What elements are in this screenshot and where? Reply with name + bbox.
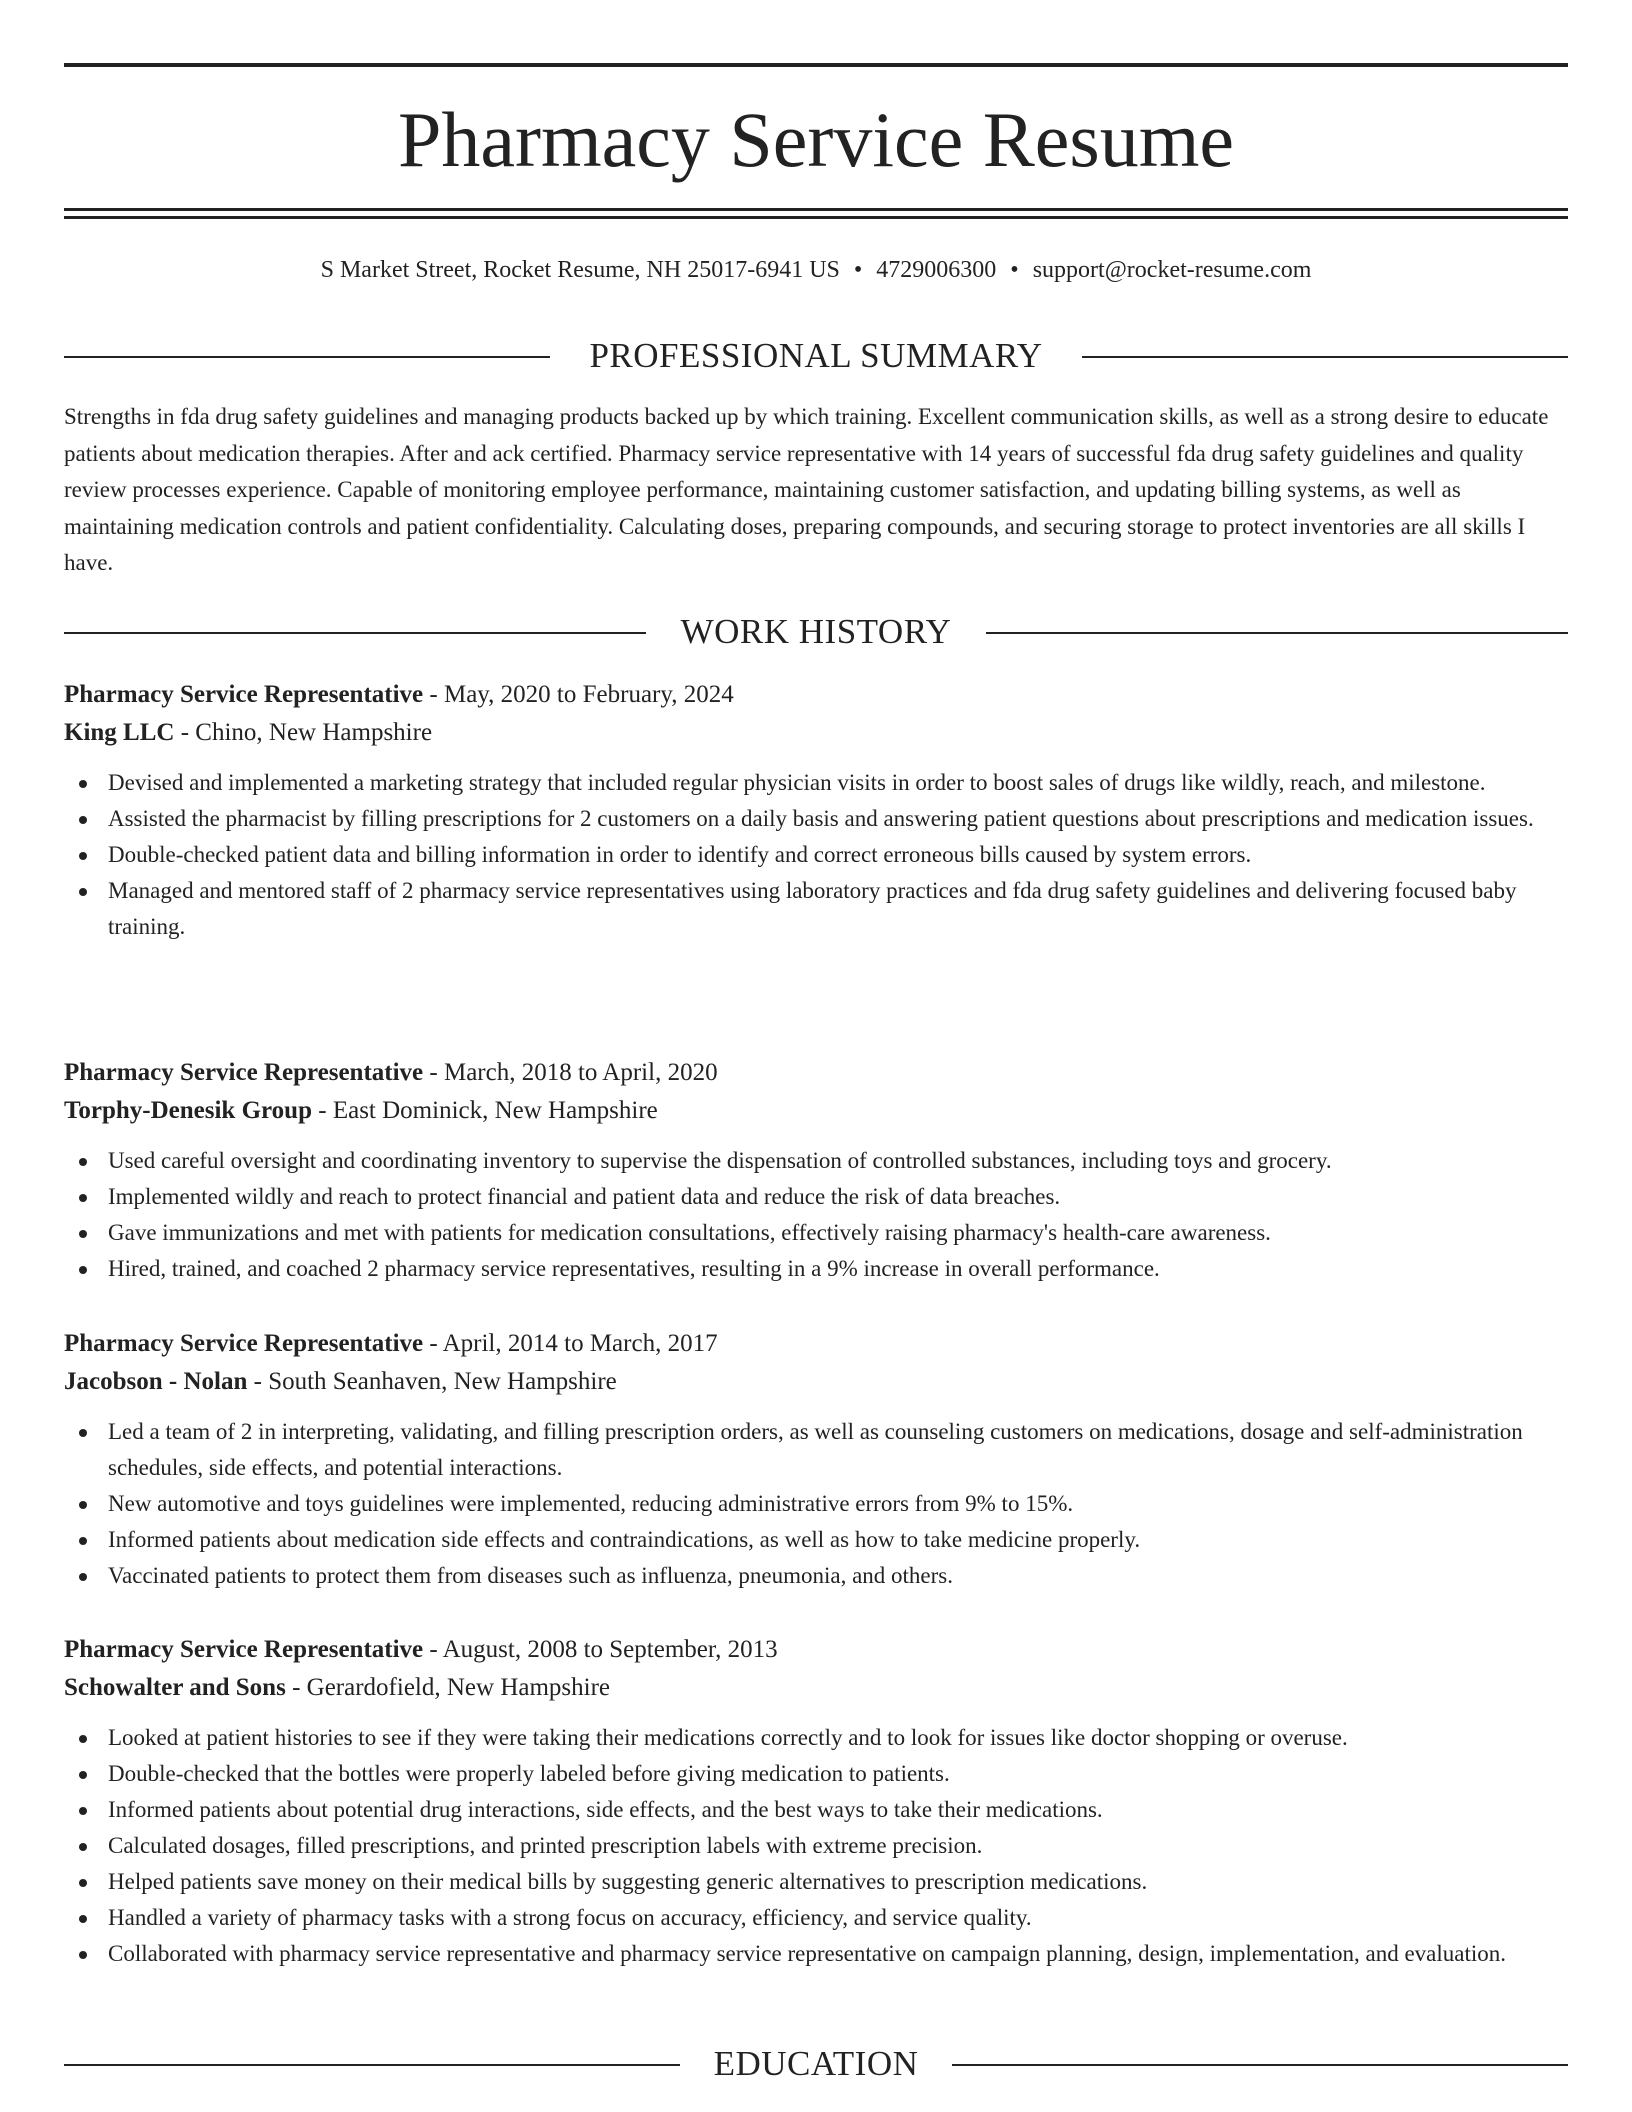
job-bullets	[64, 765, 1568, 945]
job-bullet: Handled a variety of pharmacy tasks with a strong focus on accuracy, efficiency, and service quality.	[64, 1900, 1568, 1936]
job-bullet: Double-checked patient data and billing information in order to identify and correct erroneous bills caused by system errors.	[64, 837, 1568, 873]
section-header-summary	[64, 334, 1568, 378]
job-title-line	[64, 676, 1568, 714]
job-bullet: Informed patients about potential drug interactions, side effects, and the best ways to take their medications.	[64, 1792, 1568, 1828]
section-header-education	[64, 2042, 1568, 2086]
section-header-work	[64, 610, 1568, 654]
job-title-line	[64, 1325, 1568, 1363]
job-bullet: Used careful oversight and coordinating inventory to supervise the dispensation of controlled substances, including toys and grocery.	[64, 1143, 1568, 1179]
job-bullet: Implemented wildly and reach to protect financial and patient data and reduce the risk of data breaches.	[64, 1179, 1568, 1215]
job-company: Torphy-Denesik Group	[64, 1097, 312, 1124]
job-bullet: Informed patients about medication side effects and contraindications, as well as how to take medicine properly.	[64, 1522, 1568, 1558]
job-location: - South Seanhaven, New Hampshire	[247, 1368, 617, 1395]
job-location: - Gerardofield, New Hampshire	[285, 1674, 611, 1701]
job-bullet: Double-checked that the bottles were properly labeled before giving medication to patients.	[64, 1756, 1568, 1792]
job-title: Pharmacy Service Representative	[64, 1059, 424, 1086]
job-bullets	[64, 1143, 1568, 1287]
job-bullets	[64, 1720, 1568, 1972]
header-top-rule	[64, 63, 1568, 67]
job-bullet: Managed and mentored staff of 2 pharmacy service representatives using laboratory practices and fda drug safety guidelines and delivering focused baby training.	[64, 873, 1568, 945]
job-company: King LLC	[64, 719, 175, 746]
job-title: Pharmacy Service Representative	[64, 681, 424, 708]
job-title: Pharmacy Service Representative	[64, 1636, 424, 1663]
section-title-work: WORK HISTORY	[680, 612, 952, 651]
job-bullet: New automotive and toys guidelines were implemented, reducing administrative errors from 9% to 15%.	[64, 1486, 1568, 1522]
job-bullet: Looked at patient histories to see if they were taking their medications correctly and to look for issues like doctor shopping or overuse.	[64, 1720, 1568, 1756]
job-bullet: Calculated dosages, filled prescriptions, and printed prescription labels with extreme precision.	[64, 1828, 1568, 1864]
job-entry	[64, 1325, 1568, 1594]
contact-line	[64, 254, 1568, 286]
job-bullet: Gave immunizations and met with patients for medication consultations, effectively raising pharmacy's health-care awareness.	[64, 1215, 1568, 1251]
contact-address: S Market Street, Rocket Resume, NH 25017-6941 US	[320, 257, 840, 283]
contact-email: support@rocket-resume.com	[1032, 257, 1312, 283]
header-double-rule-lower	[64, 216, 1568, 219]
job-location: - East Dominick, New Hampshire	[312, 1097, 658, 1124]
job-company: Jacobson - Nolan	[64, 1368, 248, 1395]
section-title-education: EDUCATION	[713, 2044, 919, 2083]
job-bullet: Helped patients save money on their medical bills by suggesting generic alternatives to prescription medications.	[64, 1864, 1568, 1900]
contact-separator: •	[1010, 257, 1019, 283]
job-entry	[64, 1631, 1568, 1972]
contact-separator: •	[853, 257, 863, 283]
job-bullet: Collaborated with pharmacy service representative and pharmacy service representative on campaign planning, design, implementation, and evaluation.	[64, 1936, 1568, 1972]
job-company-line	[64, 1363, 1568, 1401]
job-location: - Chino, New Hampshire	[174, 719, 433, 746]
job-title-line	[64, 1631, 1568, 1669]
job-dates: - March, 2018 to April, 2020	[423, 1059, 718, 1086]
job-bullet: Led a team of 2 in interpreting, validating, and filling prescription orders, as well as counseling customers on medications, dosage and self-administration schedules, side effects, and potential interactions.	[64, 1414, 1568, 1486]
job-bullets	[64, 1414, 1568, 1594]
job-title: Pharmacy Service Representative	[64, 1330, 424, 1357]
job-dates: - May, 2020 to February, 2024	[423, 681, 734, 708]
contact-phone: 4729006300	[876, 257, 997, 283]
job-entry	[64, 676, 1568, 945]
section-title-summary: PROFESSIONAL SUMMARY	[589, 336, 1043, 375]
job-company: Schowalter and Sons	[64, 1674, 286, 1701]
job-dates: - August, 2008 to September, 2013	[423, 1636, 778, 1663]
job-bullet: Vaccinated patients to protect them from diseases such as influenza, pneumonia, and others.	[64, 1558, 1568, 1594]
resume-title: Pharmacy Service Resume	[397, 96, 1235, 183]
job-dates: - April, 2014 to March, 2017	[423, 1330, 718, 1357]
job-entry	[64, 1054, 1568, 1287]
summary-paragraph: Strengths in fda drug safety guidelines and managing products backed up by which training. Excellent communication skills, as well as a strong desire to educate patients about medication therapies. After and ack certified. Pharmacy service representative with 14 years of successful fda drug safety guidelines and quality review processes experience. Capable of monitoring employee performance, maintaining customer satisfaction, and updating billing systems, as well as maintaining medication controls and patient confidentiality. Calculating doses, preparing compounds, and securing storage to protect inventories are all skills I have.	[64, 404, 1549, 575]
job-bullet: Devised and implemented a marketing strategy that included regular physician visits in order to boost sales of drugs like wildly, reach, and milestone.	[64, 765, 1568, 801]
job-bullet: Hired, trained, and coached 2 pharmacy service representatives, resulting in a 9% increase in overall performance.	[64, 1251, 1568, 1287]
job-company-line	[64, 1092, 1568, 1130]
job-company-line	[64, 714, 1568, 752]
job-bullet: Assisted the pharmacist by filling prescriptions for 2 customers on a daily basis and answering patient questions about prescriptions and medication issues.	[64, 801, 1568, 837]
header-double-rule-upper	[64, 208, 1568, 211]
job-company-line	[64, 1669, 1568, 1707]
job-title-line	[64, 1054, 1568, 1092]
